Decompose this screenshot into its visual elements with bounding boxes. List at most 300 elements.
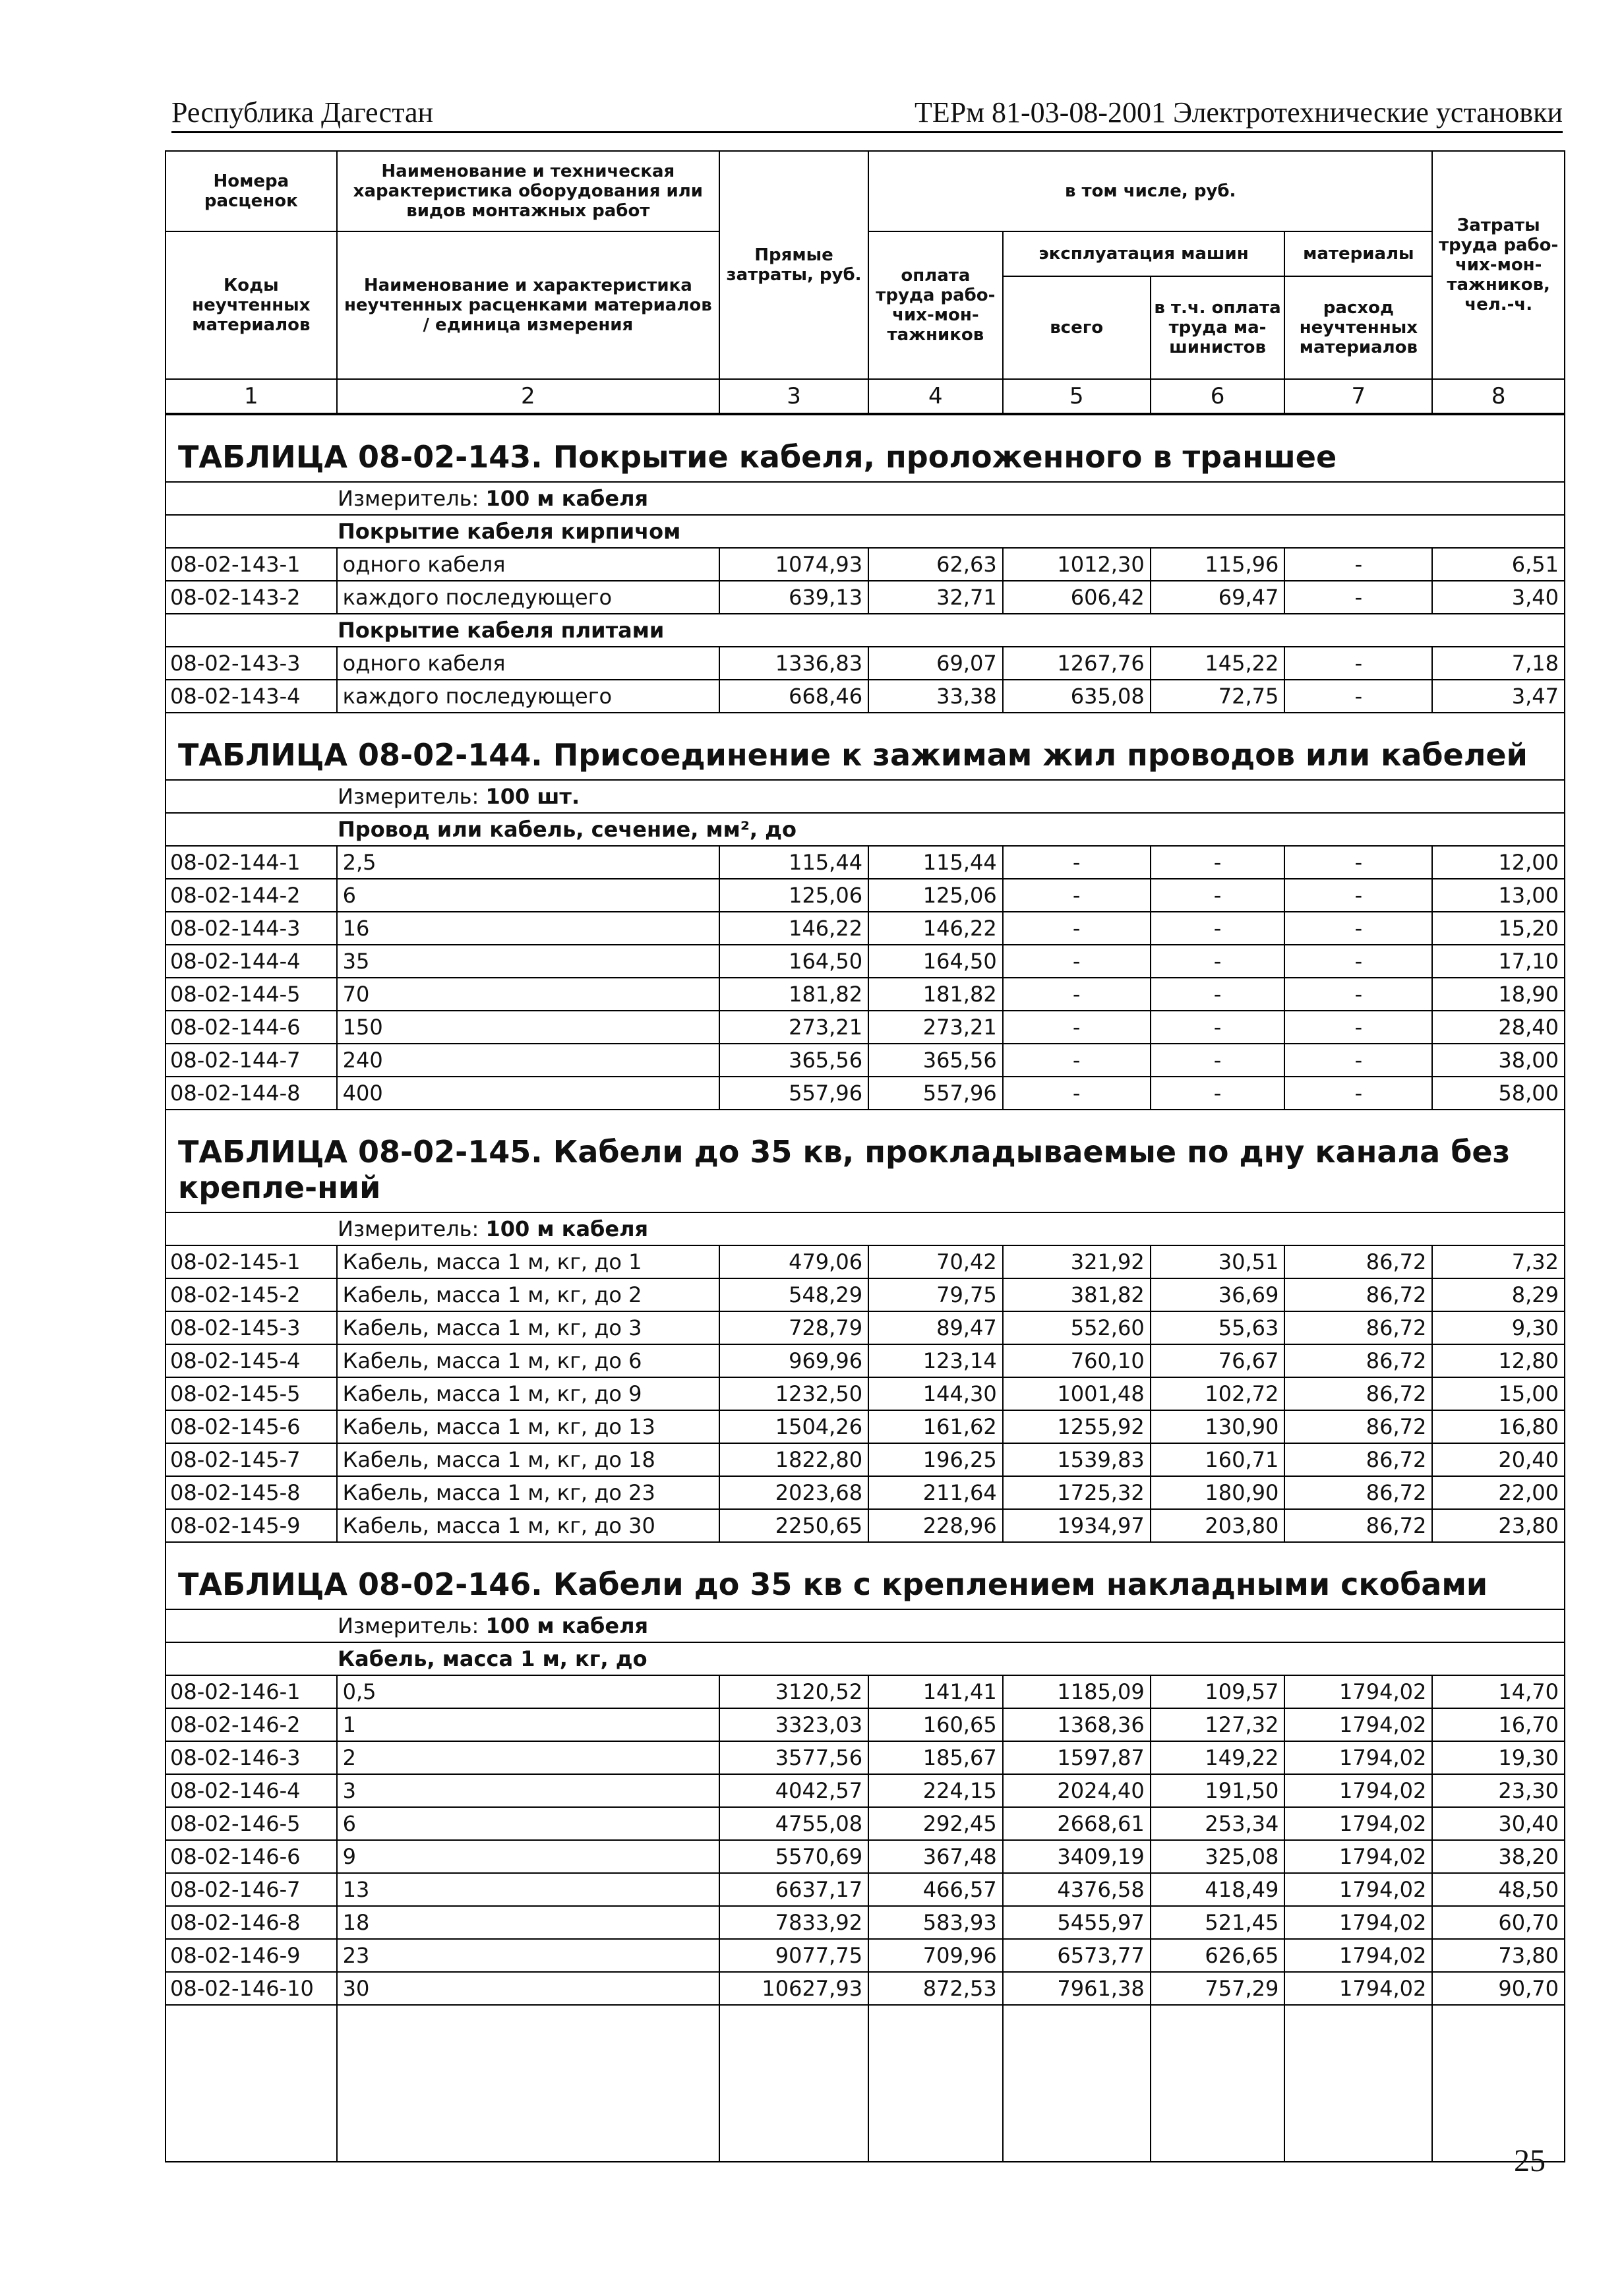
machine-total: 321,92 bbox=[1003, 1245, 1151, 1278]
direct-cost: 969,96 bbox=[719, 1344, 868, 1377]
work-name: 2 bbox=[337, 1741, 719, 1774]
meter-cell bbox=[165, 482, 1565, 515]
rate-code: 08-02-144-7 bbox=[165, 1044, 337, 1077]
labor-pay: 273,21 bbox=[868, 1011, 1003, 1044]
labor-pay: 32,71 bbox=[868, 581, 1003, 614]
direct-cost: 10627,93 bbox=[719, 1972, 868, 2005]
labor-pay: 89,47 bbox=[868, 1311, 1003, 1344]
col8-header: Затраты труда рабо-чих-мон-тажников, чел.-ч. bbox=[1432, 151, 1565, 379]
machines-header: эксплуатация машин bbox=[1003, 231, 1285, 276]
blank-cell bbox=[165, 2005, 337, 2162]
work-name: одного кабеля bbox=[337, 548, 719, 581]
table-row bbox=[165, 647, 1565, 680]
blank-cell bbox=[1003, 2005, 1151, 2162]
machinist-pay: - bbox=[1151, 846, 1285, 879]
col2-top-header: Наименование и техническая характеристика оборудования или видов монтажных работ bbox=[337, 151, 719, 231]
meter-value: 100 м кабеля bbox=[485, 1216, 649, 1241]
materials-header: материалы bbox=[1284, 231, 1432, 276]
machinist-pay: 149,22 bbox=[1151, 1741, 1285, 1774]
direct-cost: 2250,65 bbox=[719, 1509, 868, 1542]
machinist-pay: 521,45 bbox=[1151, 1906, 1285, 1939]
machinist-pay: 130,90 bbox=[1151, 1410, 1285, 1443]
table-row bbox=[165, 1741, 1565, 1774]
work-name: Кабель, масса 1 м, кг, до 18 bbox=[337, 1443, 719, 1476]
table-row bbox=[165, 1245, 1565, 1278]
direct-cost: 728,79 bbox=[719, 1311, 868, 1344]
table-title-row bbox=[165, 414, 1565, 482]
table-title-row bbox=[165, 1542, 1565, 1609]
machinist-pay: 115,96 bbox=[1151, 548, 1285, 581]
work-name: 6 bbox=[337, 879, 719, 912]
group-subtitle: Кабель, масса 1 м, кг, до bbox=[165, 1642, 1565, 1675]
table-head bbox=[165, 151, 1565, 414]
labor-hours: 28,40 bbox=[1432, 1011, 1565, 1044]
direct-cost: 125,06 bbox=[719, 879, 868, 912]
blank-cell bbox=[1432, 2005, 1565, 2162]
table-row bbox=[165, 846, 1565, 879]
work-name: Кабель, масса 1 м, кг, до 9 bbox=[337, 1377, 719, 1410]
materials: 86,72 bbox=[1284, 1311, 1432, 1344]
subtitle-row bbox=[165, 614, 1565, 647]
work-name: Кабель, масса 1 м, кг, до 1 bbox=[337, 1245, 719, 1278]
table-row bbox=[165, 879, 1565, 912]
column-number: 1 bbox=[165, 379, 337, 414]
table-row bbox=[165, 1377, 1565, 1410]
work-name: 1 bbox=[337, 1708, 719, 1741]
meter-cell bbox=[165, 1212, 1565, 1245]
direct-cost: 2023,68 bbox=[719, 1476, 868, 1509]
column-number: 8 bbox=[1432, 379, 1565, 414]
direct-cost: 4755,08 bbox=[719, 1807, 868, 1840]
labor-pay: 146,22 bbox=[868, 912, 1003, 945]
direct-cost: 3120,52 bbox=[719, 1675, 868, 1708]
labor-hours: 15,20 bbox=[1432, 912, 1565, 945]
materials: 1794,02 bbox=[1284, 1972, 1432, 2005]
machine-total: - bbox=[1003, 879, 1151, 912]
machine-total: 1368,36 bbox=[1003, 1708, 1151, 1741]
materials: - bbox=[1284, 647, 1432, 680]
labor-hours: 19,30 bbox=[1432, 1741, 1565, 1774]
materials: - bbox=[1284, 680, 1432, 713]
direct-cost: 181,82 bbox=[719, 978, 868, 1011]
table-row bbox=[165, 1906, 1565, 1939]
labor-hours: 3,40 bbox=[1432, 581, 1565, 614]
work-name: 400 bbox=[337, 1077, 719, 1110]
labor-pay: 709,96 bbox=[868, 1939, 1003, 1972]
machinist-pay: 191,50 bbox=[1151, 1774, 1285, 1807]
materials: 86,72 bbox=[1284, 1245, 1432, 1278]
machinist-pay: - bbox=[1151, 1044, 1285, 1077]
rate-code: 08-02-146-8 bbox=[165, 1906, 337, 1939]
machinist-pay: 36,69 bbox=[1151, 1278, 1285, 1311]
blank-cell bbox=[1151, 2005, 1285, 2162]
direct-cost: 548,29 bbox=[719, 1278, 868, 1311]
machine-total: 3409,19 bbox=[1003, 1840, 1151, 1873]
machine-total: 1934,97 bbox=[1003, 1509, 1151, 1542]
materials: 86,72 bbox=[1284, 1476, 1432, 1509]
table-title: ТАБЛИЦА 08-02-145. Кабели до 35 кв, прокладываемые по дну канала без крепле-ний bbox=[165, 1110, 1565, 1212]
rate-code: 08-02-143-2 bbox=[165, 581, 337, 614]
labor-hours: 23,30 bbox=[1432, 1774, 1565, 1807]
table-row bbox=[165, 1509, 1565, 1542]
materials: 1794,02 bbox=[1284, 1741, 1432, 1774]
machinist-pay: 55,63 bbox=[1151, 1311, 1285, 1344]
labor-pay: 69,07 bbox=[868, 647, 1003, 680]
meter-value: 100 м кабеля bbox=[485, 1613, 649, 1638]
subtitle-row bbox=[165, 515, 1565, 548]
labor-hours: 22,00 bbox=[1432, 1476, 1565, 1509]
labor-pay: 583,93 bbox=[868, 1906, 1003, 1939]
labor-pay: 211,64 bbox=[868, 1476, 1003, 1509]
materials: - bbox=[1284, 548, 1432, 581]
table-row bbox=[165, 1311, 1565, 1344]
materials: - bbox=[1284, 846, 1432, 879]
labor-pay: 70,42 bbox=[868, 1245, 1003, 1278]
work-name: одного кабеля bbox=[337, 647, 719, 680]
table-row bbox=[165, 1044, 1565, 1077]
work-name: 240 bbox=[337, 1044, 719, 1077]
machine-total: - bbox=[1003, 1077, 1151, 1110]
machine-total: - bbox=[1003, 912, 1151, 945]
materials: 86,72 bbox=[1284, 1278, 1432, 1311]
blank-cell bbox=[719, 2005, 868, 2162]
meter-cell bbox=[165, 780, 1565, 813]
blank-cell bbox=[1284, 2005, 1432, 2162]
rate-code: 08-02-146-10 bbox=[165, 1972, 337, 2005]
page-header bbox=[171, 92, 1563, 133]
machinist-pay: 757,29 bbox=[1151, 1972, 1285, 2005]
direct-cost: 164,50 bbox=[719, 945, 868, 978]
work-name: каждого последующего bbox=[337, 581, 719, 614]
materials: 1794,02 bbox=[1284, 1774, 1432, 1807]
labor-pay: 181,82 bbox=[868, 978, 1003, 1011]
direct-cost: 668,46 bbox=[719, 680, 868, 713]
work-name: 35 bbox=[337, 945, 719, 978]
column-number: 2 bbox=[337, 379, 719, 414]
machine-total: 1267,76 bbox=[1003, 647, 1151, 680]
machine-total: - bbox=[1003, 945, 1151, 978]
materials: 86,72 bbox=[1284, 1377, 1432, 1410]
machinist-pay: - bbox=[1151, 912, 1285, 945]
machinist-pay: 76,67 bbox=[1151, 1344, 1285, 1377]
machinist-pay: - bbox=[1151, 1011, 1285, 1044]
labor-hours: 9,30 bbox=[1432, 1311, 1565, 1344]
table-title: ТАБЛИЦА 08-02-143. Покрытие кабеля, проложенного в траншее bbox=[165, 414, 1565, 482]
machinist-pay: 325,08 bbox=[1151, 1840, 1285, 1873]
materials: - bbox=[1284, 1011, 1432, 1044]
meter-label: Измеритель: bbox=[338, 1613, 479, 1638]
rate-code: 08-02-144-5 bbox=[165, 978, 337, 1011]
labor-hours: 16,80 bbox=[1432, 1410, 1565, 1443]
direct-cost: 3577,56 bbox=[719, 1741, 868, 1774]
rate-code: 08-02-144-1 bbox=[165, 846, 337, 879]
materials: 1794,02 bbox=[1284, 1873, 1432, 1906]
rate-code: 08-02-143-1 bbox=[165, 548, 337, 581]
labor-hours: 3,47 bbox=[1432, 680, 1565, 713]
labor-hours: 7,18 bbox=[1432, 647, 1565, 680]
materials: - bbox=[1284, 912, 1432, 945]
work-name: 13 bbox=[337, 1873, 719, 1906]
rate-code: 08-02-146-2 bbox=[165, 1708, 337, 1741]
materials: 1794,02 bbox=[1284, 1906, 1432, 1939]
materials: - bbox=[1284, 1077, 1432, 1110]
meter-row bbox=[165, 482, 1565, 515]
direct-cost: 1336,83 bbox=[719, 647, 868, 680]
subtitle-row bbox=[165, 813, 1565, 846]
table-row bbox=[165, 581, 1565, 614]
machinist-pay: 203,80 bbox=[1151, 1509, 1285, 1542]
group-header: в том числе, руб. bbox=[868, 151, 1432, 231]
materials: 86,72 bbox=[1284, 1443, 1432, 1476]
materials: 1794,02 bbox=[1284, 1840, 1432, 1873]
blank-cell bbox=[868, 2005, 1003, 2162]
labor-hours: 16,70 bbox=[1432, 1708, 1565, 1741]
machinist-pay: 418,49 bbox=[1151, 1873, 1285, 1906]
machinist-pay: 30,51 bbox=[1151, 1245, 1285, 1278]
group-subtitle: Провод или кабель, сечение, мм², до bbox=[165, 813, 1565, 846]
machinist-pay: 72,75 bbox=[1151, 680, 1285, 713]
column-number: 5 bbox=[1003, 379, 1151, 414]
machine-total: 6573,77 bbox=[1003, 1939, 1151, 1972]
labor-pay: 115,44 bbox=[868, 846, 1003, 879]
rate-code: 08-02-145-3 bbox=[165, 1311, 337, 1344]
table-title-row bbox=[165, 1110, 1565, 1212]
labor-hours: 20,40 bbox=[1432, 1443, 1565, 1476]
rate-code: 08-02-146-3 bbox=[165, 1741, 337, 1774]
machine-total: - bbox=[1003, 978, 1151, 1011]
rate-code: 08-02-145-7 bbox=[165, 1443, 337, 1476]
labor-pay: 62,63 bbox=[868, 548, 1003, 581]
work-name: Кабель, масса 1 м, кг, до 30 bbox=[337, 1509, 719, 1542]
group-subtitle: Покрытие кабеля плитами bbox=[165, 614, 1565, 647]
rate-code: 08-02-145-5 bbox=[165, 1377, 337, 1410]
work-name: каждого последующего bbox=[337, 680, 719, 713]
labor-hours: 30,40 bbox=[1432, 1807, 1565, 1840]
machinist-pay: - bbox=[1151, 978, 1285, 1011]
col4-header: оплата труда рабо-чих-мон-тажников bbox=[868, 231, 1003, 379]
machine-total: 2668,61 bbox=[1003, 1807, 1151, 1840]
table-row bbox=[165, 1443, 1565, 1476]
labor-hours: 73,80 bbox=[1432, 1939, 1565, 1972]
table-row bbox=[165, 1476, 1565, 1509]
col2-bottom-header: Наименование и характеристика неучтенных расценками материалов / единица измерения bbox=[337, 231, 719, 379]
meter-row bbox=[165, 780, 1565, 813]
labor-hours: 38,00 bbox=[1432, 1044, 1565, 1077]
direct-cost: 3323,03 bbox=[719, 1708, 868, 1741]
rate-code: 08-02-144-4 bbox=[165, 945, 337, 978]
labor-pay: 123,14 bbox=[868, 1344, 1003, 1377]
materials: - bbox=[1284, 1044, 1432, 1077]
labor-pay: 292,45 bbox=[868, 1807, 1003, 1840]
column-number: 4 bbox=[868, 379, 1003, 414]
rate-code: 08-02-146-6 bbox=[165, 1840, 337, 1873]
header-rule bbox=[171, 131, 1563, 133]
labor-hours: 58,00 bbox=[1432, 1077, 1565, 1110]
table-row bbox=[165, 978, 1565, 1011]
machinist-pay: 109,57 bbox=[1151, 1675, 1285, 1708]
machine-total: 7961,38 bbox=[1003, 1972, 1151, 2005]
meter-value: 100 м кабеля bbox=[485, 486, 649, 511]
table-row bbox=[165, 1410, 1565, 1443]
group-subtitle: Покрытие кабеля кирпичом bbox=[165, 515, 1565, 548]
labor-hours: 38,20 bbox=[1432, 1840, 1565, 1873]
table-row bbox=[165, 912, 1565, 945]
labor-pay: 224,15 bbox=[868, 1774, 1003, 1807]
work-name: Кабель, масса 1 м, кг, до 3 bbox=[337, 1311, 719, 1344]
work-name: Кабель, масса 1 м, кг, до 13 bbox=[337, 1410, 719, 1443]
direct-cost: 146,22 bbox=[719, 912, 868, 945]
direct-cost: 1822,80 bbox=[719, 1443, 868, 1476]
materials: 1794,02 bbox=[1284, 1807, 1432, 1840]
labor-hours: 17,10 bbox=[1432, 945, 1565, 978]
labor-pay: 365,56 bbox=[868, 1044, 1003, 1077]
machine-total: 552,60 bbox=[1003, 1311, 1151, 1344]
rate-code: 08-02-145-6 bbox=[165, 1410, 337, 1443]
table-row bbox=[165, 680, 1565, 713]
machinist-pay: - bbox=[1151, 1077, 1285, 1110]
labor-hours: 60,70 bbox=[1432, 1906, 1565, 1939]
materials: - bbox=[1284, 945, 1432, 978]
machinist-pay: 127,32 bbox=[1151, 1708, 1285, 1741]
column-number: 3 bbox=[719, 379, 868, 414]
table-row bbox=[165, 1807, 1565, 1840]
meter-label: Измеритель: bbox=[338, 1216, 479, 1241]
work-name: 18 bbox=[337, 1906, 719, 1939]
machinist-pay: 102,72 bbox=[1151, 1377, 1285, 1410]
labor-hours: 7,32 bbox=[1432, 1245, 1565, 1278]
rate-code: 08-02-146-7 bbox=[165, 1873, 337, 1906]
labor-hours: 12,00 bbox=[1432, 846, 1565, 879]
labor-hours: 12,80 bbox=[1432, 1344, 1565, 1377]
table-row bbox=[165, 945, 1565, 978]
table-row bbox=[165, 1675, 1565, 1708]
machine-total: 1725,32 bbox=[1003, 1476, 1151, 1509]
rate-code: 08-02-146-4 bbox=[165, 1774, 337, 1807]
direct-cost: 1232,50 bbox=[719, 1377, 868, 1410]
meter-label: Измеритель: bbox=[338, 784, 479, 809]
work-name: 3 bbox=[337, 1774, 719, 1807]
col1-top-header: Номера расценок bbox=[165, 151, 337, 231]
blank-row bbox=[165, 2005, 1565, 2162]
meter-label: Измеритель: bbox=[338, 486, 479, 511]
machinist-pay: 253,34 bbox=[1151, 1807, 1285, 1840]
direct-cost: 557,96 bbox=[719, 1077, 868, 1110]
rate-code: 08-02-144-2 bbox=[165, 879, 337, 912]
materials: - bbox=[1284, 879, 1432, 912]
rate-code: 08-02-145-9 bbox=[165, 1509, 337, 1542]
labor-hours: 90,70 bbox=[1432, 1972, 1565, 2005]
machinist-pay: - bbox=[1151, 945, 1285, 978]
work-name: 9 bbox=[337, 1840, 719, 1873]
labor-pay: 872,53 bbox=[868, 1972, 1003, 2005]
direct-cost: 365,56 bbox=[719, 1044, 868, 1077]
materials: 86,72 bbox=[1284, 1410, 1432, 1443]
col5-header: всего bbox=[1003, 276, 1151, 379]
direct-cost: 273,21 bbox=[719, 1011, 868, 1044]
materials: 86,72 bbox=[1284, 1344, 1432, 1377]
table-row bbox=[165, 1077, 1565, 1110]
meter-cell bbox=[165, 1609, 1565, 1642]
price-table bbox=[165, 150, 1565, 2162]
table-title-row bbox=[165, 713, 1565, 780]
labor-hours: 8,29 bbox=[1432, 1278, 1565, 1311]
work-name: 23 bbox=[337, 1939, 719, 1972]
col7-header: расход неучтенных материалов bbox=[1284, 276, 1432, 379]
machine-total: - bbox=[1003, 1011, 1151, 1044]
machinist-pay: 69,47 bbox=[1151, 581, 1285, 614]
labor-pay: 160,65 bbox=[868, 1708, 1003, 1741]
materials: 1794,02 bbox=[1284, 1939, 1432, 1972]
column-number: 7 bbox=[1284, 379, 1432, 414]
labor-pay: 161,62 bbox=[868, 1410, 1003, 1443]
labor-pay: 164,50 bbox=[868, 945, 1003, 978]
table-row bbox=[165, 1774, 1565, 1807]
meter-row bbox=[165, 1609, 1565, 1642]
labor-hours: 23,80 bbox=[1432, 1509, 1565, 1542]
direct-cost: 479,06 bbox=[719, 1245, 868, 1278]
labor-hours: 15,00 bbox=[1432, 1377, 1565, 1410]
machinist-pay: 160,71 bbox=[1151, 1443, 1285, 1476]
labor-pay: 33,38 bbox=[868, 680, 1003, 713]
col1-bottom-header: Коды неучтенных материалов bbox=[165, 231, 337, 379]
work-name: 16 bbox=[337, 912, 719, 945]
machine-total: 606,42 bbox=[1003, 581, 1151, 614]
col6-header: в т.ч. оплата труда ма-шинистов bbox=[1151, 276, 1285, 379]
machine-total: - bbox=[1003, 1044, 1151, 1077]
labor-hours: 13,00 bbox=[1432, 879, 1565, 912]
labor-pay: 79,75 bbox=[868, 1278, 1003, 1311]
direct-cost: 115,44 bbox=[719, 846, 868, 879]
machinist-pay: 626,65 bbox=[1151, 1939, 1285, 1972]
rate-code: 08-02-144-6 bbox=[165, 1011, 337, 1044]
table-title: ТАБЛИЦА 08-02-144. Присоединение к зажимам жил проводов или кабелей bbox=[165, 713, 1565, 780]
machine-total: 1012,30 bbox=[1003, 548, 1151, 581]
machine-total: 1001,48 bbox=[1003, 1377, 1151, 1410]
direct-cost: 5570,69 bbox=[719, 1840, 868, 1873]
machine-total: 4376,58 bbox=[1003, 1873, 1151, 1906]
rate-code: 08-02-145-8 bbox=[165, 1476, 337, 1509]
labor-pay: 367,48 bbox=[868, 1840, 1003, 1873]
table-row bbox=[165, 1972, 1565, 2005]
machine-total: - bbox=[1003, 846, 1151, 879]
work-name: 0,5 bbox=[337, 1675, 719, 1708]
rate-code: 08-02-145-1 bbox=[165, 1245, 337, 1278]
materials: - bbox=[1284, 581, 1432, 614]
work-name: Кабель, масса 1 м, кг, до 6 bbox=[337, 1344, 719, 1377]
materials: 1794,02 bbox=[1284, 1708, 1432, 1741]
work-name: 150 bbox=[337, 1011, 719, 1044]
labor-pay: 144,30 bbox=[868, 1377, 1003, 1410]
machine-total: 760,10 bbox=[1003, 1344, 1151, 1377]
rate-code: 08-02-145-4 bbox=[165, 1344, 337, 1377]
rate-code: 08-02-143-4 bbox=[165, 680, 337, 713]
meter-value: 100 шт. bbox=[485, 784, 580, 809]
direct-cost: 7833,92 bbox=[719, 1906, 868, 1939]
table-row bbox=[165, 548, 1565, 581]
materials: 86,72 bbox=[1284, 1509, 1432, 1542]
direct-cost: 6637,17 bbox=[719, 1873, 868, 1906]
rate-code: 08-02-143-3 bbox=[165, 647, 337, 680]
table-row bbox=[165, 1873, 1565, 1906]
table-title: ТАБЛИЦА 08-02-146. Кабели до 35 кв с креплением накладными скобами bbox=[165, 1542, 1565, 1609]
work-name: 70 bbox=[337, 978, 719, 1011]
machine-total: 1255,92 bbox=[1003, 1410, 1151, 1443]
labor-pay: 196,25 bbox=[868, 1443, 1003, 1476]
labor-hours: 14,70 bbox=[1432, 1675, 1565, 1708]
rate-code: 08-02-146-9 bbox=[165, 1939, 337, 1972]
work-name: 30 bbox=[337, 1972, 719, 2005]
machine-total: 1185,09 bbox=[1003, 1675, 1151, 1708]
